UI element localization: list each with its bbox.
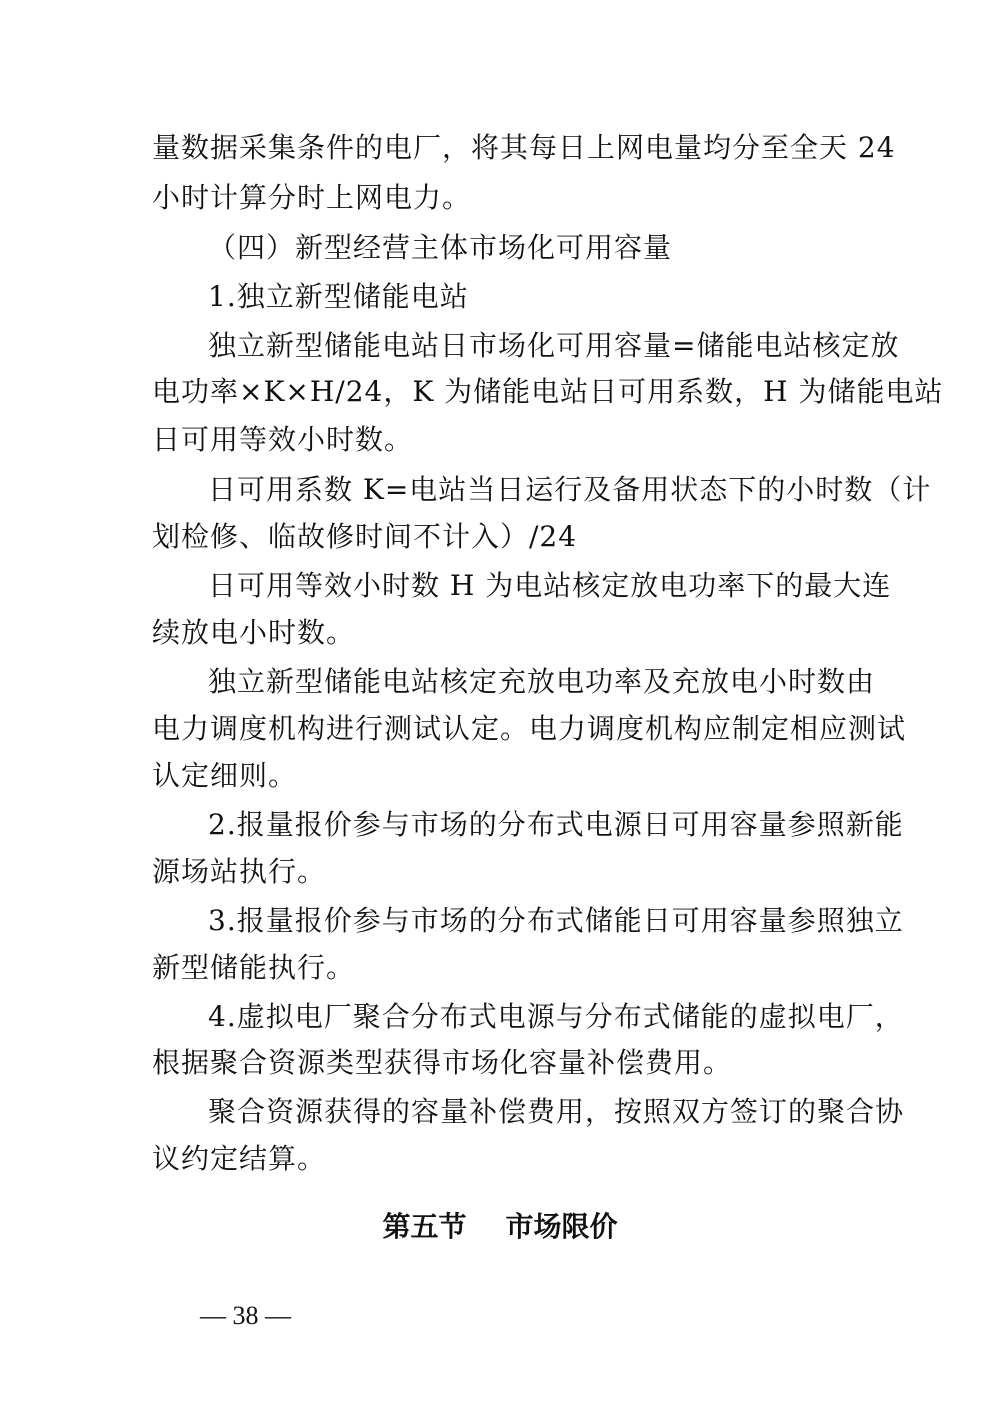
body-line: 量数据采集条件的电厂，将其每日上网电量均分至全天 24 bbox=[152, 131, 896, 164]
body-line: 日可用等效小时数 H 为电站核定放电功率下的最大连 bbox=[208, 569, 892, 602]
body-line: 3.报量报价参与市场的分布式储能日可用容量参照独立 bbox=[208, 904, 904, 937]
body-line: 日可用系数 K=电站当日运行及备用状态下的小时数（计 bbox=[208, 473, 932, 506]
body-line: 聚合资源获得的容量补偿费用，按照双方签订的聚合协 bbox=[208, 1095, 905, 1128]
body-line: 电功率×K×H/24，K 为储能电站日可用系数，H 为储能电站 bbox=[152, 375, 944, 408]
body-line: 2.报量报价参与市场的分布式电源日可用容量参照新能 bbox=[208, 808, 904, 841]
page-number: — 38 — bbox=[200, 1301, 291, 1330]
body-line: 独立新型储能电站日市场化可用容量=储能电站核定放 bbox=[208, 329, 900, 362]
body-line: 议约定结算。 bbox=[152, 1142, 327, 1175]
body-line: 日可用等效小时数。 bbox=[152, 423, 414, 456]
body-line: 小时计算分时上网电力。 bbox=[152, 181, 472, 214]
section-heading: 第五节 市场限价 bbox=[382, 1210, 618, 1243]
body-line: 续放电小时数。 bbox=[152, 616, 356, 649]
body-line: 新型储能执行。 bbox=[152, 951, 356, 984]
body-line: 根据聚合资源类型获得市场化容量补偿费用。 bbox=[152, 1046, 733, 1079]
body-line: 独立新型储能电站核定充放电功率及充放电小时数由 bbox=[208, 665, 876, 698]
item-heading: 1.独立新型储能电站 bbox=[208, 280, 469, 313]
body-line: 认定细则。 bbox=[152, 759, 298, 792]
subsection-heading: （四）新型经营主体市场化可用容量 bbox=[208, 231, 673, 264]
body-line: 电力调度机构进行测试认定。电力调度机构应制定相应测试 bbox=[152, 712, 907, 745]
body-line: 4.虚拟电厂聚合分布式电源与分布式储能的虚拟电厂， bbox=[208, 1000, 904, 1033]
body-line: 划检修、临故修时间不计入）/24 bbox=[152, 520, 578, 553]
body-line: 源场站执行。 bbox=[152, 855, 327, 888]
